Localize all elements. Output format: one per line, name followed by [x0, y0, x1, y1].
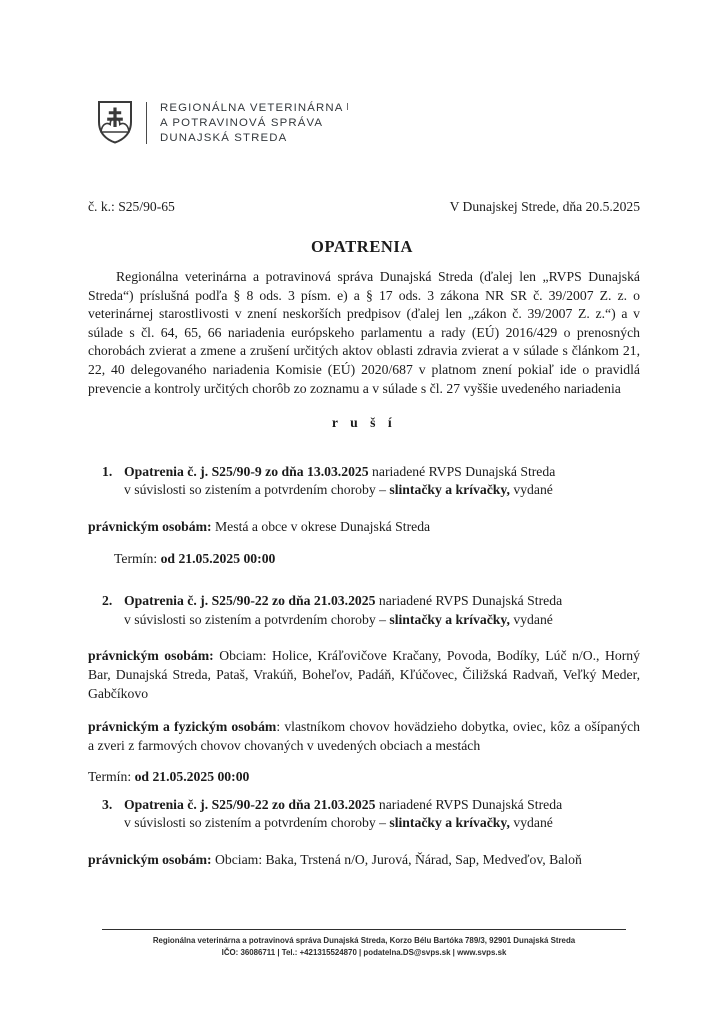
- measure-item-1-addressee-legal-label: právnickým osobám:: [88, 518, 212, 534]
- measure-item-1-reason-pre: v súvislosti so zistením a potvrdením choroby –: [124, 482, 390, 498]
- measure-item-2-addressee-legal-natural-value: : vlastníkom chovov hovädzieho dobytka, oviec, kôz a ošípaných a zveri z farmových chovov chovaných v uvedených obciach a mestách: [88, 719, 640, 753]
- measure-item-3-addressee-legal: [88, 851, 640, 870]
- organization-line-1: REGIONÁLNA VETERINÁRNA: [160, 102, 344, 114]
- place-and-date: V Dunajskej Strede, dňa 20.5.2025: [449, 199, 640, 214]
- letterhead-divider: [146, 102, 147, 144]
- measure-item-1-addressee-legal: [88, 518, 640, 537]
- measure-item-1-reference: Opatrenia č. j. S25/90-9 zo dňa 13.03.2025: [124, 463, 369, 479]
- preamble-paragraph: Regionálna veterinárna a potravinová správa Dunajská Streda (ďalej len „RVPS Dunajská Streda“) príslušná podľa § 8 ods. 3 písm. e) a § 17 ods. 3 zákona NR SR č. 39/2007 Z. z. o veterinárnej starostlivosti v znení neskorších predpisov (ďalej len „zákon č. 39/2007 Z. z.“) a v súlade s čl. 64, 65, 66 nariadenia európskeho parlamentu a rady (EÚ) 2016/429 o prenosných chorobách zvierat a zmene a zrušení určitých aktov oblasti zdravia zvierat a v súlade s článkom 21, 22, 40 delegovaného nariadenia Komisie (EÚ) 2020/687 v platnom znení pokiaľ ide o pravidlá prevencie a kontroly určitých chorôb zo zoznamu a v súlade s čl. 27 vyššie uvedeného nariadenia: [88, 269, 640, 396]
- reference-number: č. k.: S25/90-65: [88, 199, 175, 214]
- letterhead: [97, 100, 348, 147]
- measure-item-3-addressee-legal-label: právnickým osobám:: [88, 852, 212, 868]
- measure-item-1-term: [88, 550, 640, 569]
- measure-item-2-reason-post: vydané: [509, 611, 553, 627]
- action-word: r u š í: [331, 415, 397, 431]
- measure-item-3: [88, 796, 640, 833]
- measure-item-2-addressee-legal-value: Obciam: Holice, Kráľovičove Kračany, Povoda, Bodíky, Lúč n/O., Horný Bar, Dunajská Streda, Pataš, Vrakúň, Boheľov, Padáň, Kľúčovec, Čiližská Radvaň, Veľký Meder, Gabčíkovo: [88, 648, 640, 701]
- document-body: [88, 268, 640, 870]
- measure-item-1-issuer: nariadené RVPS Dunajská Streda: [368, 463, 556, 479]
- footer-contact: IČO: 36086711 | Tel.: +421315524870 | podatelna.DS@svps.sk | www.svps.sk: [221, 947, 507, 957]
- measure-item-2-addressee-legal-label: právnickým osobám:: [88, 648, 214, 664]
- measure-item-2-addressee-legal: [88, 647, 640, 703]
- organization-name: [160, 100, 348, 147]
- measure-item-3-reason-pre: v súvislosti so zistením a potvrdením choroby –: [124, 815, 390, 831]
- measure-item-1-disease: slintačky a krívačky,: [389, 482, 510, 498]
- measure-item-3-addressee-legal-value: Obciam: Baka, Trstená n/O, Jurová, Ňárad, Sap, Medveďov, Baloň: [211, 852, 582, 868]
- measure-item-2-addressee-legal-natural: [88, 718, 640, 755]
- reference-row: [88, 198, 640, 216]
- organization-line-2: A POTRAVINOVÁ SPRÁVA: [160, 117, 324, 130]
- measure-item-2-disease: slintačky a krívačky,: [389, 611, 510, 627]
- measure-item-3-issuer: nariadené RVPS Dunajská Streda: [375, 796, 563, 812]
- organization-line-3: DUNAJSKÁ STREDA: [160, 132, 288, 145]
- measure-item-1-term-value: od 21.05.2025 00:00: [160, 550, 276, 566]
- slovak-coat-of-arms-icon: [97, 100, 133, 144]
- measure-item-2-term: [88, 768, 640, 787]
- measure-item-3-reason-post: vydané: [509, 815, 553, 831]
- footer-address: Regionálna veterinárna a potravinová správa Dunajská Streda, Korzo Bélu Bartóka 789/3, 92901 Dunajská Streda: [152, 936, 576, 945]
- measure-item-1-term-label: Termín:: [114, 550, 161, 566]
- letterhead-accent-tick: [347, 103, 348, 110]
- footer-divider: [102, 929, 626, 930]
- measure-item-2-issuer: nariadené RVPS Dunajská Streda: [375, 593, 563, 609]
- measure-item-2-reference: Opatrenia č. j. S25/90-22 zo dňa 21.03.2025: [124, 593, 376, 609]
- measure-item-2-term-value: od 21.05.2025 00:00: [134, 769, 250, 785]
- measure-item-3-number: 3.: [102, 796, 113, 812]
- page-title: OPATRENIA: [311, 237, 413, 256]
- measure-item-2-addressee-legal-natural-label: právnickým a fyzickým osobám: [88, 719, 277, 735]
- measure-item-2-number: 2.: [102, 593, 113, 609]
- measure-item-2-term-label: Termín:: [88, 769, 135, 785]
- measure-item-3-disease: slintačky a krívačky,: [389, 815, 510, 831]
- measure-item-2-reason-pre: v súvislosti so zistením a potvrdením choroby –: [124, 611, 390, 627]
- measure-item-1-reason-post: vydané: [509, 482, 553, 498]
- measure-item-1-addressee-legal-value: Mestá a obce v okrese Dunajská Streda: [211, 518, 431, 534]
- measure-item-1-number: 1.: [102, 463, 113, 479]
- measure-item-3-reference: Opatrenia č. j. S25/90-22 zo dňa 21.03.2025: [124, 796, 376, 812]
- page-footer: [88, 929, 640, 958]
- measure-item-1: [88, 463, 640, 500]
- measure-item-2: [88, 592, 640, 629]
